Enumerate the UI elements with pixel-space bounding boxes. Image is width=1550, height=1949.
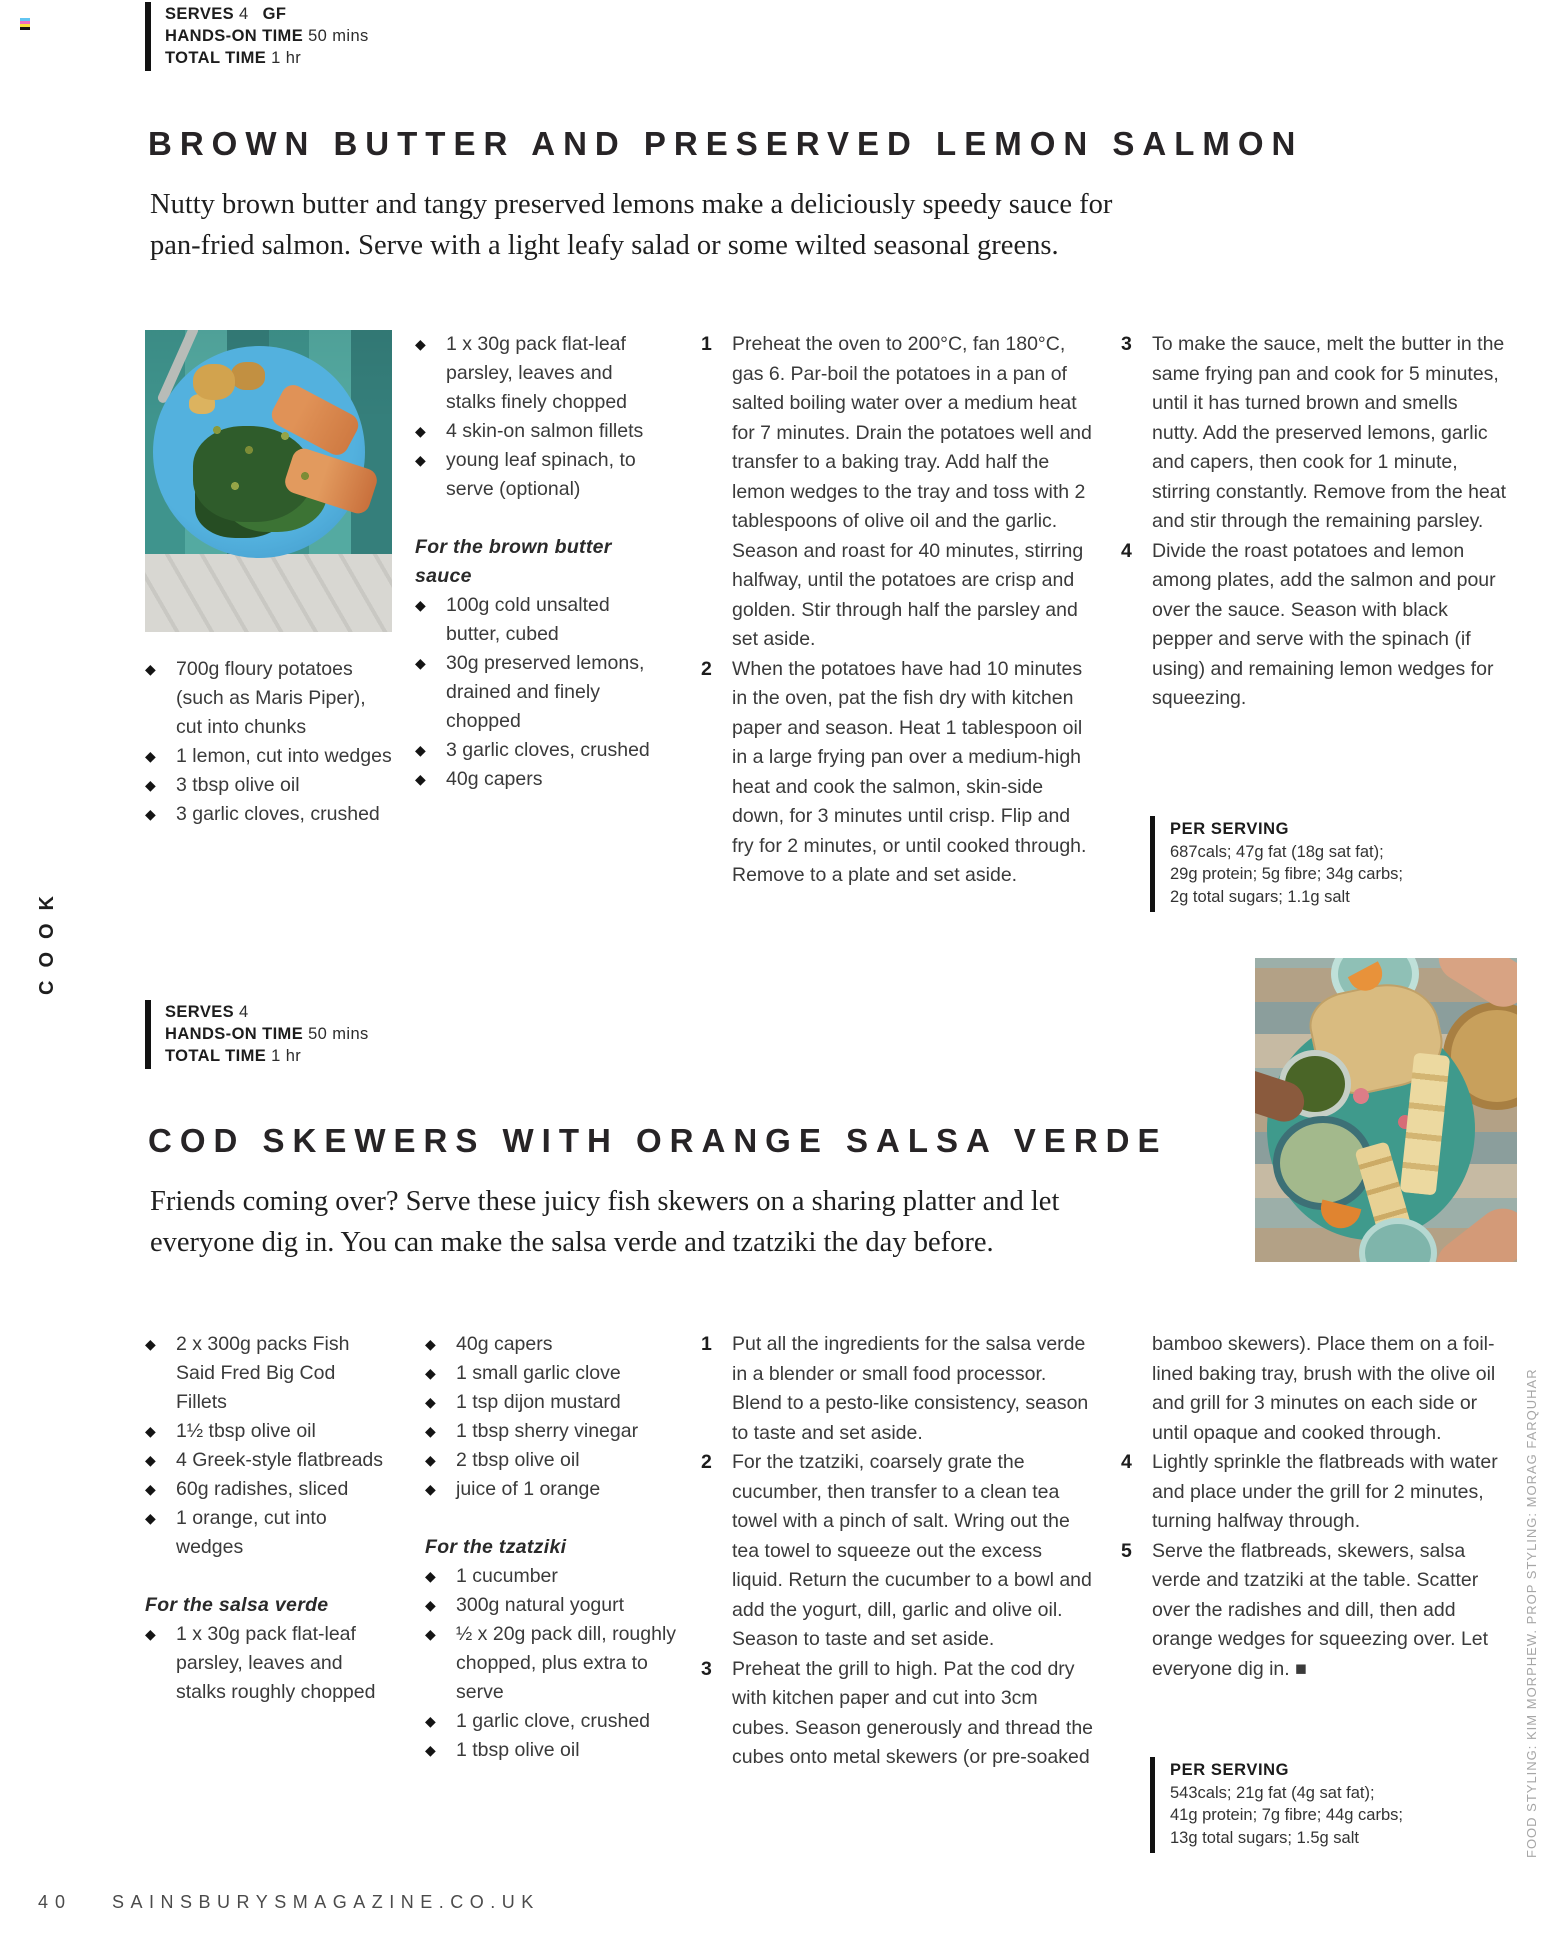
ingredient-item: ◆ 4 Greek-style flatbreads bbox=[145, 1446, 391, 1475]
per-serving-line: 41g protein; 7g fibre; 44g carbs; bbox=[1170, 1806, 1403, 1824]
ingredient-group-heading: For the tzatziki bbox=[425, 1536, 567, 1558]
step-number: 2 bbox=[701, 657, 712, 680]
method-step bbox=[700, 1330, 1098, 1448]
total-time-line bbox=[165, 47, 369, 69]
ingredient-item: ◆ 4 skin-on salmon fillets bbox=[415, 417, 667, 446]
ingredient-list bbox=[415, 591, 667, 794]
ingredient-item: ◆ 2 x 300g packs Fish Said Fred Big Cod Fillets bbox=[145, 1330, 391, 1417]
total-time-value: 1 hr bbox=[271, 1047, 302, 1065]
standfirst-line: Friends coming over? Serve these juicy fish skewers on a sharing platter and let bbox=[150, 1186, 1060, 1217]
ingredient-item: ◆ 1 cucumber bbox=[425, 1562, 687, 1591]
step-number: 2 bbox=[701, 1451, 712, 1473]
step-number: 5 bbox=[1121, 1539, 1132, 1562]
ingredient-item: ◆ 300g natural yogurt bbox=[425, 1591, 687, 1620]
caper-dressing-shape bbox=[205, 420, 325, 510]
ingredient-item: ◆ 1 small garlic clove bbox=[425, 1359, 687, 1388]
step-number: 4 bbox=[1121, 539, 1132, 562]
recipe2-method-col1 bbox=[700, 1330, 1098, 1773]
method-step bbox=[1120, 1448, 1512, 1537]
step-text: Preheat the oven to 200°C, fan 180°C, gas 6. Par-boil the potatoes in a pan of salted boiling water over a medium heat for 7 minutes. Drain the potatoes well and transfer to a baking tray. Add half the lemon wedges to the tray and toss with 2 tablespoons of olive oil and the garlic. Season and roast for 40 minutes, stirring halfway, until the potatoes are crisp and golden. Stir through half the parsley and set aside. bbox=[732, 333, 1092, 650]
step-text: To make the sauce, melt the butter in the same frying pan and cook for 5 minutes, until it has turned brown and smells nutty. Add the preserved lemons, garlic and capers, then cook for 1 minute, stirring constantly. Remove from the heat and stir through the remaining parsley. bbox=[1152, 333, 1507, 532]
ingredient-item: ◆ 1½ tbsp olive oil bbox=[145, 1417, 391, 1446]
method-step bbox=[700, 330, 1092, 655]
section-label-cook: COOK bbox=[36, 883, 58, 995]
recipe2-ingredients-col2 bbox=[425, 1330, 687, 1765]
step-text: When the potatoes have had 10 minutes in the oven, pat the fish dry with kitchen paper and season. Heat 1 tablespoon oil in a large frying pan over a medium-high heat and cook the salmon, skin-side down, for 3 minutes until crisp. Flip and fry for 2 minutes, or until cooked through. Remove to a plate and set aside. bbox=[732, 657, 1087, 886]
method-step bbox=[700, 655, 1092, 891]
ingredient-list bbox=[415, 330, 667, 504]
ingredient-list bbox=[425, 1330, 687, 1504]
recipe1-method-col1 bbox=[700, 330, 1092, 891]
ingredient-item: ◆ 1 tbsp sherry vinegar bbox=[425, 1417, 687, 1446]
per-serving-label: PER SERVING bbox=[1170, 1761, 1290, 1779]
recipe1-standfirst bbox=[150, 184, 1370, 266]
page-number: 40 bbox=[38, 1892, 73, 1912]
recipe1-ingredients-col2 bbox=[415, 330, 667, 794]
salmon-dish-photo bbox=[145, 330, 392, 632]
total-time-label: TOTAL TIME bbox=[165, 1047, 267, 1065]
method-step bbox=[1120, 1330, 1512, 1448]
ingredient-item: ◆ 3 tbsp olive oil bbox=[145, 771, 397, 800]
serves-value: 4 bbox=[239, 1003, 249, 1021]
magazine-website: SAINSBURYSMAGAZINE.CO.UK bbox=[112, 1892, 540, 1912]
ingredient-item: ◆ ½ x 20g pack dill, roughly chopped, plus extra to serve bbox=[425, 1620, 687, 1707]
ingredient-item: ◆ juice of 1 orange bbox=[425, 1475, 687, 1504]
ingredient-group-heading: For the brown butter sauce bbox=[415, 536, 612, 587]
step-text: Preheat the grill to high. Pat the cod dry with kitchen paper and cut into 3cm cubes. Season generously and thread the cubes onto metal skewers (or pre-soaked bbox=[732, 1657, 1094, 1768]
per-serving-line: 13g total sugars; 1.5g salt bbox=[1170, 1828, 1359, 1847]
method-step bbox=[1120, 330, 1508, 537]
standfirst-line: Nutty brown butter and tangy preserved lemons make a deliciously speedy sauce for bbox=[150, 189, 1113, 220]
method-step bbox=[700, 1448, 1098, 1655]
hands-on-value: 50 mins bbox=[308, 1025, 369, 1043]
ingredient-list bbox=[425, 1562, 687, 1765]
step-number: 1 bbox=[701, 333, 712, 355]
step-text: Serve the flatbreads, skewers, salsa verde and tzatziki at the table. Scatter over the radishes and dill, then add orange wedges for squeezing over. Let everyone dig in. ■ bbox=[1152, 1539, 1489, 1680]
ingredient-item: ◆ 700g floury potatoes (such as Maris Piper), cut into chunks bbox=[145, 655, 397, 742]
standfirst-line: pan-fried salmon. Serve with a light leafy salad or some wilted seasonal greens. bbox=[150, 230, 1059, 261]
recipe1-meta-block bbox=[145, 2, 369, 71]
step-number: 3 bbox=[1121, 333, 1132, 355]
step-text: bamboo skewers). Place them on a foil-lined baking tray, brush with the olive oil and grill for 3 minutes on each side or until opaque and cooked through. bbox=[1152, 1333, 1496, 1444]
recipe2-per-serving bbox=[1150, 1757, 1490, 1853]
per-serving-label: PER SERVING bbox=[1170, 820, 1290, 838]
hands-on-label: HANDS-ON TIME bbox=[165, 27, 304, 45]
recipe1-per-serving bbox=[1150, 816, 1490, 912]
method-step bbox=[1120, 537, 1508, 714]
ingredient-item: ◆ 1 x 30g pack flat-leaf parsley, leaves and stalks finely chopped bbox=[415, 330, 667, 417]
step-text: Put all the ingredients for the salsa verde in a blender or small food processor. Blend to a pesto-like consistency, season to taste and set aside. bbox=[732, 1333, 1089, 1444]
ingredient-item: ◆ 40g capers bbox=[415, 765, 667, 794]
ingredient-item: ◆ 30g preserved lemons, drained and finely chopped bbox=[415, 649, 667, 736]
per-serving-line: 687cals; 47g fat (18g sat fat); bbox=[1170, 842, 1384, 861]
per-serving-lines bbox=[1170, 841, 1490, 909]
serves-label: SERVES bbox=[165, 5, 235, 23]
serves-value: 4 bbox=[239, 5, 249, 23]
total-time-value: 1 hr bbox=[271, 49, 302, 67]
step-text: Lightly sprinkle the flatbreads with water and place under the grill for 2 minutes, turning halfway through. bbox=[1152, 1451, 1498, 1532]
ingredient-item: ◆ 1 orange, cut into wedges bbox=[145, 1504, 391, 1562]
total-time-label: TOTAL TIME bbox=[165, 49, 267, 67]
gluten-free-badge: GF bbox=[262, 5, 287, 23]
step-number: 4 bbox=[1121, 1451, 1132, 1473]
ingredient-item: ◆ 3 garlic cloves, crushed bbox=[415, 736, 667, 765]
ingredient-list bbox=[145, 655, 397, 829]
recipe2-standfirst bbox=[150, 1181, 1240, 1263]
step-number: 3 bbox=[701, 1657, 712, 1680]
per-serving-line: 29g protein; 5g fibre; 34g carbs; bbox=[1170, 865, 1403, 883]
step-text: For the tzatziki, coarsely grate the cucumber, then transfer to a clean tea towel with a pinch of salt. Wring out the tea towel to squeeze out the excess liquid. Return the cucumber to a bowl and add the yogurt, dill, garlic and olive oil. Season to taste and set aside. bbox=[732, 1451, 1092, 1650]
ingredient-item: ◆ 1 lemon, cut into wedges bbox=[145, 742, 397, 771]
ingredient-item: ◆ 60g radishes, sliced bbox=[145, 1475, 391, 1504]
standfirst-line: everyone dig in. You can make the salsa verde and tzatziki the day before. bbox=[150, 1227, 994, 1258]
ingredient-item: ◆ 3 garlic cloves, crushed bbox=[145, 800, 397, 829]
per-serving-line: 2g total sugars; 1.1g salt bbox=[1170, 887, 1350, 906]
ingredient-list bbox=[145, 1330, 391, 1562]
step-text: Divide the roast potatoes and lemon among plates, add the salmon and pour over the sauce. Season with black pepper and serve with the spinach (if using) and remaining lemon wedges for squeezing. bbox=[1152, 539, 1496, 709]
ingredient-item: ◆ 1 x 30g pack flat-leaf parsley, leaves and stalks roughly chopped bbox=[145, 1620, 391, 1707]
method-step bbox=[700, 1655, 1098, 1773]
potatoes-shape bbox=[193, 364, 235, 400]
hands-on-label: HANDS-ON TIME bbox=[165, 1025, 304, 1043]
ingredient-item: ◆ 100g cold unsalted butter, cubed bbox=[415, 591, 667, 649]
recipe1-method-col2 bbox=[1120, 330, 1508, 714]
recipe2-ingredients-col1 bbox=[145, 1330, 391, 1707]
ingredient-item: ◆ young leaf spinach, to serve (optional) bbox=[415, 446, 667, 504]
ingredient-item: ◆ 2 tbsp olive oil bbox=[425, 1446, 687, 1475]
total-time-line bbox=[165, 1045, 369, 1067]
per-serving-line: 543cals; 21g fat (4g sat fat); bbox=[1170, 1783, 1375, 1802]
serves-line bbox=[165, 1001, 369, 1023]
ingredient-item: ◆ 1 garlic clove, crushed bbox=[425, 1707, 687, 1736]
recipe1-title: BROWN BUTTER AND PRESERVED LEMON SALMON bbox=[148, 125, 1304, 162]
recipe2-title: COD SKEWERS WITH ORANGE SALSA VERDE bbox=[148, 1122, 1168, 1159]
ingredient-item: ◆ 1 tbsp olive oil bbox=[425, 1736, 687, 1765]
ingredient-item: ◆ 1 tsp dijon mustard bbox=[425, 1388, 687, 1417]
recipe2-method-col2 bbox=[1120, 1330, 1512, 1684]
cod-skewers-photo bbox=[1255, 958, 1517, 1262]
ingredient-group-heading: For the salsa verde bbox=[145, 1594, 329, 1616]
recipe1-ingredients-col1 bbox=[145, 655, 397, 829]
serves-label: SERVES bbox=[165, 1003, 235, 1021]
hands-on-line bbox=[165, 1023, 369, 1045]
recipe2-meta-block bbox=[145, 1000, 369, 1069]
ingredient-item: ◆ 40g capers bbox=[425, 1330, 687, 1359]
hands-on-value: 50 mins bbox=[308, 27, 369, 45]
ingredient-list bbox=[145, 1620, 391, 1707]
printer-colour-strip bbox=[20, 18, 30, 30]
per-serving-lines bbox=[1170, 1782, 1490, 1850]
printer-mark-black bbox=[20, 27, 30, 30]
serves-line bbox=[165, 3, 369, 25]
photo-credit: FOOD STYLING: KIM MORPHEW. PROP STYLING: MORAG FARQUHAR bbox=[1524, 1368, 1539, 1858]
method-step bbox=[1120, 1537, 1512, 1685]
tiled-surface-shape bbox=[145, 554, 392, 632]
step-number: 1 bbox=[701, 1333, 712, 1355]
hands-on-line bbox=[165, 25, 369, 47]
